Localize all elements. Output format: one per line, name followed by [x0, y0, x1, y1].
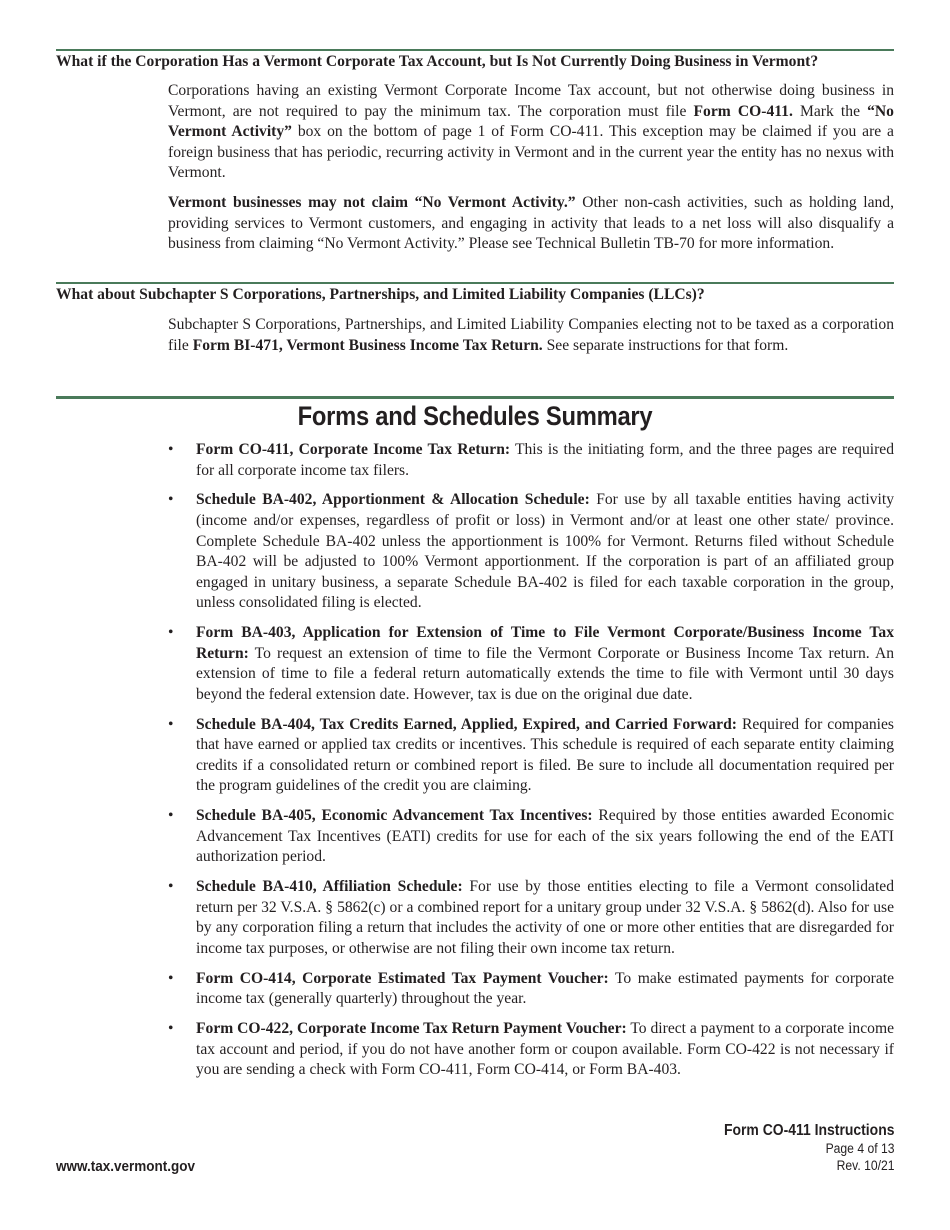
bullet-marker: • [168, 624, 174, 642]
question-heading-subchapter-s: What about Subchapter S Corporations, Partnerships, and Limited Liability Companies (LLCs)? [56, 286, 705, 303]
text-span: Mark the [792, 102, 868, 120]
summary-item-title: Form CO-411, Corporate Income Tax Return: [196, 441, 511, 458]
summary-list-item [168, 623, 894, 705]
summary-item-title: Schedule BA-402, Apportionment & Allocation Schedule: [196, 491, 590, 509]
summary-list-item [168, 440, 894, 481]
summary-item-title: Schedule BA-404, Tax Credits Earned, Applied, Expired, and Carried Forward: [196, 715, 737, 733]
bullet-marker: • [168, 969, 174, 987]
footer-revision: Rev. 10/21 [836, 1158, 894, 1173]
footer-website: www.tax.vermont.gov [56, 1158, 196, 1175]
summary-item-title: Form CO-422, Corporate Income Tax Return Payment Voucher: [196, 1020, 627, 1038]
bullet-marker: • [168, 441, 174, 458]
vermont-businesses-paragraph [168, 193, 894, 255]
bullet-marker: • [168, 1020, 174, 1038]
summary-item-title: Schedule BA-405, Economic Advancement Tax Incentives: [196, 807, 593, 825]
summary-item-text: To direct a payment to a corporate income tax account and period, if you do not have another form or coupon available. Form CO-422 is not necessary if you are sending a check with Form CO-411, Form CO-414, or Form BA-403. [196, 1020, 894, 1079]
bullet-marker: • [168, 807, 174, 825]
summary-item-text: For use by all taxable entities having activity (income and/or expenses, regardless of profit or loss) in Vermont and/or at least one other state/ province. Complete Schedule BA-402 unless the apportionment is 100% for Vermont. Returns filed without Schedule BA-402 will be adjusted to 100% Vermont apportionment. If the corporation is part of an affiliated group engaged in unitary business, a separate Schedule BA-402 is filed for each taxable corporation in the group, unless consolidated filing is elected. [196, 491, 894, 612]
forms-summary-list [168, 440, 894, 1090]
summary-item-title: Form CO-414, Corporate Estimated Tax Payment Voucher: [196, 969, 609, 987]
bold-span: Form BI-471, Vermont Business Income Tax Return. [192, 336, 543, 354]
summary-list-item [168, 1019, 894, 1081]
footer-page-number: Page 4 of 13 [825, 1141, 894, 1156]
bullet-marker: • [168, 715, 174, 733]
summary-list-item [168, 490, 894, 614]
text-span: Subchapter S Corporations, Partnerships, and Limited Liability Companies electing not to be taxed as a corporation file [168, 316, 894, 354]
text-span: See separate instructions for that form. [542, 336, 789, 354]
bold-span: “No Vermont Activity” [168, 102, 894, 141]
question-heading-no-activity: What if the Corporation Has a Vermont Corporate Tax Account, but Is Not Currently Doing Business in Vermont? [56, 53, 819, 70]
summary-list-item [168, 806, 894, 868]
summary-item-text: This is the initiating form, and the three pages are required for all corporate income tax filers. [196, 441, 894, 479]
summary-list-item [168, 715, 894, 797]
bullet-marker: • [168, 878, 174, 896]
summary-item-text: Required by those entities awarded Economic Advancement Tax Incentives (EATI) credits for use for each of the six years following the end of the EATI authorization period. [196, 807, 894, 866]
section-rule [56, 282, 894, 284]
text-span: box on the bottom of page 1 of Form CO-411. This exception may be claimed if you are a foreign business that has periodic, recurring activity in Vermont and in the current year the entity has no nexus with Vermont. [168, 123, 894, 182]
summary-item-text: For use by those entities electing to file a Vermont consolidated return per 32 V.S.A. § 5862(c) or a combined report for a unitary group under 32 V.S.A. § 5862(d). Also for use by any corporation filing a return that includes the activity of one or more other entities that are disregarded for income tax purposes, or otherwise are not filing their own income tax return. [196, 878, 894, 957]
footer-info [705, 1121, 894, 1174]
no-activity-paragraph [168, 81, 894, 184]
subchapter-s-paragraph [168, 315, 894, 356]
bold-span: Form CO-411. [693, 102, 793, 120]
text-span: Other non-cash activities, such as holding land, providing services to Vermont customers, and engaging in activity that leads to a net loss will also disqualify a business from claiming “No Vermont Activity.” Please see Technical Bulletin TB-70 for more information. [168, 194, 894, 253]
summary-list-item [168, 877, 894, 959]
summary-item-title: Schedule BA-410, Affiliation Schedule: [196, 878, 463, 896]
summary-item-title: Form BA-403, Application for Extension of Time to File Vermont Corporate/Business Income Tax Return: [196, 624, 894, 662]
footer-form-name: Form CO-411 Instructions [723, 1122, 894, 1139]
top-rule [56, 49, 894, 51]
bullet-marker: • [168, 491, 174, 509]
text-span: Corporations having an existing Vermont Corporate Income Tax account, but not otherwise doing business in Vermont, are not required to pay the minimum tax. The corporation must file [168, 82, 894, 120]
summary-item-text: To make estimated payments for corporate income tax (generally quarterly) throughout the year. [196, 969, 895, 1008]
bold-span: Vermont businesses may not claim “No Vermont Activity.” [168, 194, 576, 211]
summary-title: Forms and Schedules Summary [297, 401, 653, 431]
summary-item-text: To request an extension of time to file the Vermont Corporate or Business Income Tax return. An extension of time to file a federal return automatically extends the time to file with Vermont until 30 days beyond the federal extension date. However, tax is due on the original due date. [196, 644, 894, 703]
summary-list-item [168, 969, 894, 1010]
summary-item-text: Required for companies that have earned or applied tax credits or incentives. This schedule is required of each separate entity claiming credits if a consolidated return or combined report is filed. Be sure to include all documentation required per the program guidelines of the credit you are claiming. [196, 715, 894, 795]
